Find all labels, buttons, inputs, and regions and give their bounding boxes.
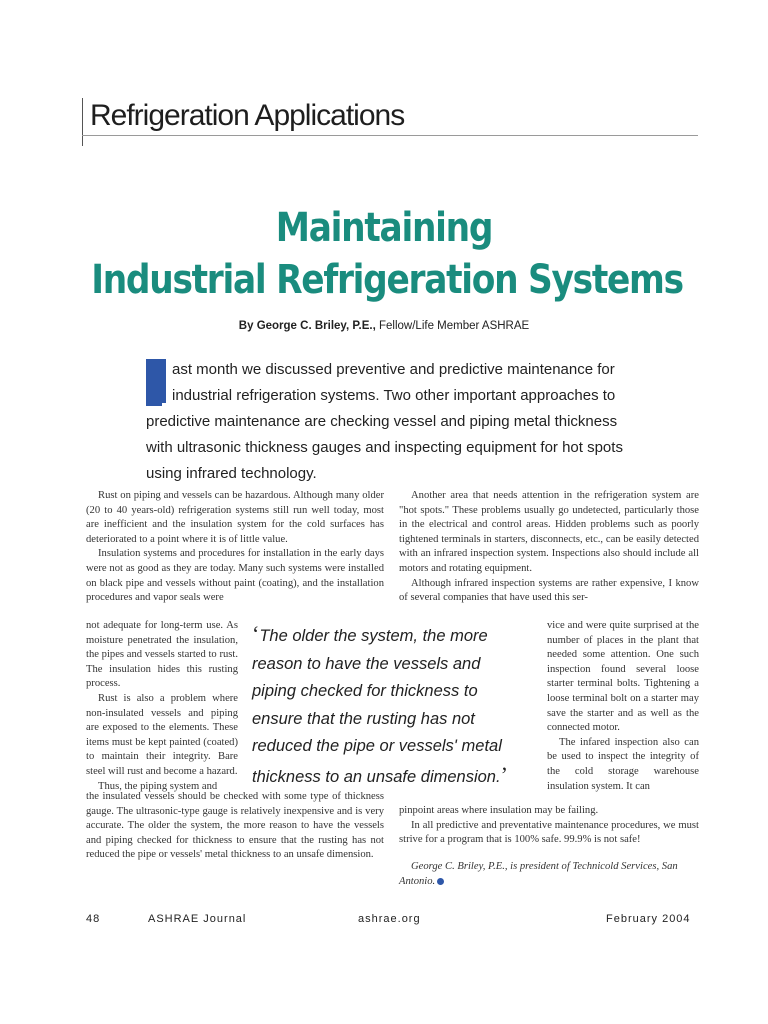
author-bio <box>399 860 699 889</box>
body-column-right-top <box>399 489 699 606</box>
body-paragraph: Thus, the piping system and <box>98 780 218 792</box>
body-paragraph: Although infrared inspection systems are rather expensive, I know of several companies that have used this ser- <box>399 577 699 604</box>
footer-journal-name: ASHRAE Journal <box>148 913 247 925</box>
body-paragraph: The infared inspection also can be used to inspect the integrity of the cold storage warehouse insulation system. It can <box>547 736 699 792</box>
pull-quote-line: reason to have the vessels and <box>252 654 481 673</box>
body-paragraph: Rust is also a problem where non-insulated vessels and piping are exposed to the elements. These items must be kept painted (coated) to maintain their integrity. Bare steel will rust and become a hazard. <box>86 692 238 777</box>
pull-quote-line <box>252 620 536 651</box>
body-column-left-top <box>86 489 384 606</box>
close-quote-mark: ’ <box>500 761 508 787</box>
article-title-line-1: Maintaining <box>275 205 493 251</box>
body-paragraph: Rust on piping and vessels can be hazardous. Although many older (20 to 40 years-old) refrigeration systems still run well today, most are inefficient and the insulation system for the cold surfaces has deteriorated to a point where it is of little value. <box>86 490 384 545</box>
section-title: Refrigeration Applications <box>90 99 405 132</box>
pull-quote-line: reduced the pipe or vessels' metal <box>252 737 502 755</box>
byline-author: By George C. Briley, P.E., <box>238 320 376 332</box>
byline-role: Fellow/Life Member ASHRAE <box>379 320 530 332</box>
footer-issue-date: February 2004 <box>606 913 691 925</box>
byline <box>0 320 768 332</box>
body-paragraph: the insulated vessels should be checked with some type of thickness gauge. The ultrasonic-type gauge is relatively inexpensive and is very accurate. The older the system, the more reason to have the vessels and piping checked for thickness to ensure that the rusting has not reduced the pipe or vessels' metal thickness to an unsafe dimension. <box>86 791 384 861</box>
open-quote-mark: ‘ <box>252 621 260 646</box>
lead-line: with ultrasonic thickness gauges and inspecting equipment for hot spots <box>146 439 623 456</box>
body-paragraph: Insulation systems and procedures for installation in the early days were not as good as they are today. Many such systems were installed on black pipe and vessels without paint (coating), and the installation procedures and vapor seals were <box>86 548 384 604</box>
body-column-right-bottom <box>399 804 699 848</box>
author-bio-text: George C. Briley, P.E., is president of Technicold Services, San Antonio. <box>399 861 678 887</box>
body-column-left-bottom <box>86 790 384 863</box>
lead-line: predictive maintenance are checking vessel and piping metal thickness <box>146 413 618 430</box>
footer-website: ashrae.org <box>358 913 421 925</box>
pull-quote-text: thickness to an unsafe dimension. <box>252 767 501 786</box>
body-paragraph: not adequate for long-term use. As moisture penetrated the insulation, the pipes and vessels started to rust. The insulation hides this rusting process. <box>86 620 238 690</box>
body-paragraph: Another area that needs attention in the refrigeration system are "hot spots." These problems usually go undetected, particularly those in the electrical and control areas. Hidden problems such as poorly tightened terminals in starters, disconnects, etc., can be easily detected with an infrared inspection system. Inspections also should include all motors and rotating equipment. <box>399 490 699 574</box>
article-title-line-2: Industrial Refrigeration Systems <box>91 257 683 303</box>
pull-quote-text: The older the system, the more <box>259 627 488 645</box>
pull-quote-line: piping checked for thickness to <box>252 682 478 700</box>
body-column-right-narrow <box>547 619 699 794</box>
body-column-left-narrow <box>86 619 238 794</box>
article-title <box>0 202 768 306</box>
pull-quote-line: ensure that the rusting has not <box>252 709 475 728</box>
section-rule-horizontal <box>82 135 698 136</box>
pull-quote-line <box>252 761 536 792</box>
lead-line: using infrared technology. <box>146 465 317 482</box>
drop-cap-letter-l <box>146 359 166 403</box>
lead-line: industrial refrigeration systems. Two other important approaches to <box>172 387 616 404</box>
blue-dot-icon <box>437 878 444 885</box>
section-rule-vertical <box>82 98 83 146</box>
lead-line: ast month we discussed preventive and predictive maintenance for <box>172 361 615 378</box>
pull-quote <box>252 620 536 791</box>
body-paragraph: In all predictive and preventative maintenance procedures, we must strive for a program that is 100% safe. 99.9% is not safe! <box>399 819 699 846</box>
body-paragraph: vice and were quite surprised at the number of places in the plant that needed some attention. One such inspection found several loose starter terminal bolts. Tightening a loose terminal bolt on a starter may save the starter and as well as the connected motor. <box>547 620 699 734</box>
drop-cap-letter-l-foot <box>146 400 162 406</box>
footer-page-number: 48 <box>86 913 101 925</box>
body-paragraph: pinpoint areas where insulation may be failing. <box>399 805 599 816</box>
